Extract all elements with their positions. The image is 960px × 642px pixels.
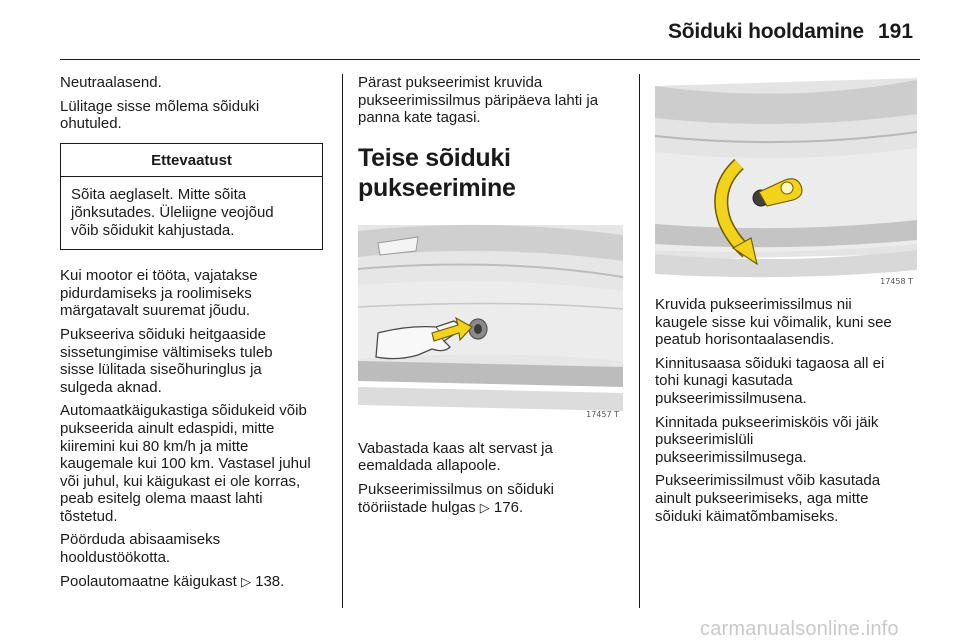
caution-box (60, 143, 323, 250)
section-heading-towing-other: Teise sõiduki pukseerimine (358, 143, 516, 202)
page-reference-icon[interactable]: ▷ (479, 500, 490, 516)
figure-code: 17457 T (586, 410, 619, 420)
bumper-cover-illustration (358, 221, 623, 426)
paragraph-exhaust: Pukseeriva sõiduki heitgaaside sissetungimise vältimiseks tuleb sisse lülitada siseõhuringlus ja sulgeda aknad. (60, 325, 273, 396)
paragraph-workshop: Pöörduda abisaamiseks hooldustöökotta. (60, 531, 221, 567)
column-right (655, 296, 917, 531)
paragraph-release-cover: Vabastada kaas alt servast ja eemaldada allapoole. (358, 439, 553, 475)
reference-text: Poolautomaatne käigukast (60, 572, 241, 590)
column-divider-right (639, 74, 640, 608)
tow-eye-illustration (655, 74, 917, 288)
page-header (0, 0, 960, 62)
column-divider-left (342, 74, 343, 608)
paragraph-anchor-warning: Kinnitusaasa sõiduki tagaosa all ei tohi kunagi kasutada pukseerimissilmusena. (655, 354, 885, 407)
reference-text: Pukseerimissilmus on sõiduki tööriistade hulgas (358, 480, 554, 516)
paragraph-attach-rope: Kinnitada pukseerimisköis või jäik pukseerimislüli pukseerimissilmusega. (655, 413, 879, 466)
paragraph-semi-automatic (60, 573, 330, 592)
paragraph-usage-limit: Pukseerimissilmust võib kasutada ainult pukseerimiseks, aga mitte sõiduki käimatõmbamiseks. (655, 472, 881, 525)
paragraph-screw-in: Kruvida pukseerimissilmus nii kaugele sisse kui võimalik, kuni see peatub horisontaalasendis. (655, 296, 892, 349)
column-left (60, 74, 330, 597)
paragraph-automatic-gearbox: Automaatkäigukastiga sõidukeid võib pukseerida ainult edaspidi, mitte kiiremini kui 80 km/h ja mitte kaugemale kui 100 km. Vastasel juhul või juhul, kui käigukast ei ole korras, peab esitelg olema maast lahti tõstetud. (60, 402, 311, 525)
page-reference-icon[interactable]: ▷ (240, 574, 251, 590)
watermark: carmanualsonline.info (700, 618, 899, 640)
reference-page: 138. (250, 572, 285, 590)
paragraph-neutral: Neutraalasend. (60, 74, 162, 91)
figure-remove-cover (358, 221, 623, 426)
page-title: Sõiduki hooldamine (668, 20, 864, 43)
paragraph-hazard-lights: Lülitage sisse mõlema sõiduki ohutuled. (60, 97, 260, 133)
reference-page: 176. (489, 498, 524, 516)
paragraph-tow-eye-location (358, 481, 624, 517)
paragraph-after-towing: Pärast pukseerimist kruvida pukseerimissilmus päripäeva lahti ja panna kate tagasi. (358, 74, 599, 127)
header-divider (60, 59, 920, 60)
page-number: 191 (878, 20, 914, 43)
figure-screw-tow-eye (655, 74, 917, 288)
column-middle (358, 74, 624, 523)
paragraph-engine-off: Kui mootor ei tööta, vajatakse pidurdamiseks ja roolimiseks märgatavalt suuremat jõudu. (60, 267, 258, 320)
caution-body: Sõita aeglaselt. Mitte sõita jõnksutades. Üleliigne veojõud võib sõidukit kahjustada. (71, 186, 274, 239)
caution-title: Ettevaatust (61, 144, 322, 178)
figure-code: 17458 T (880, 277, 913, 286)
